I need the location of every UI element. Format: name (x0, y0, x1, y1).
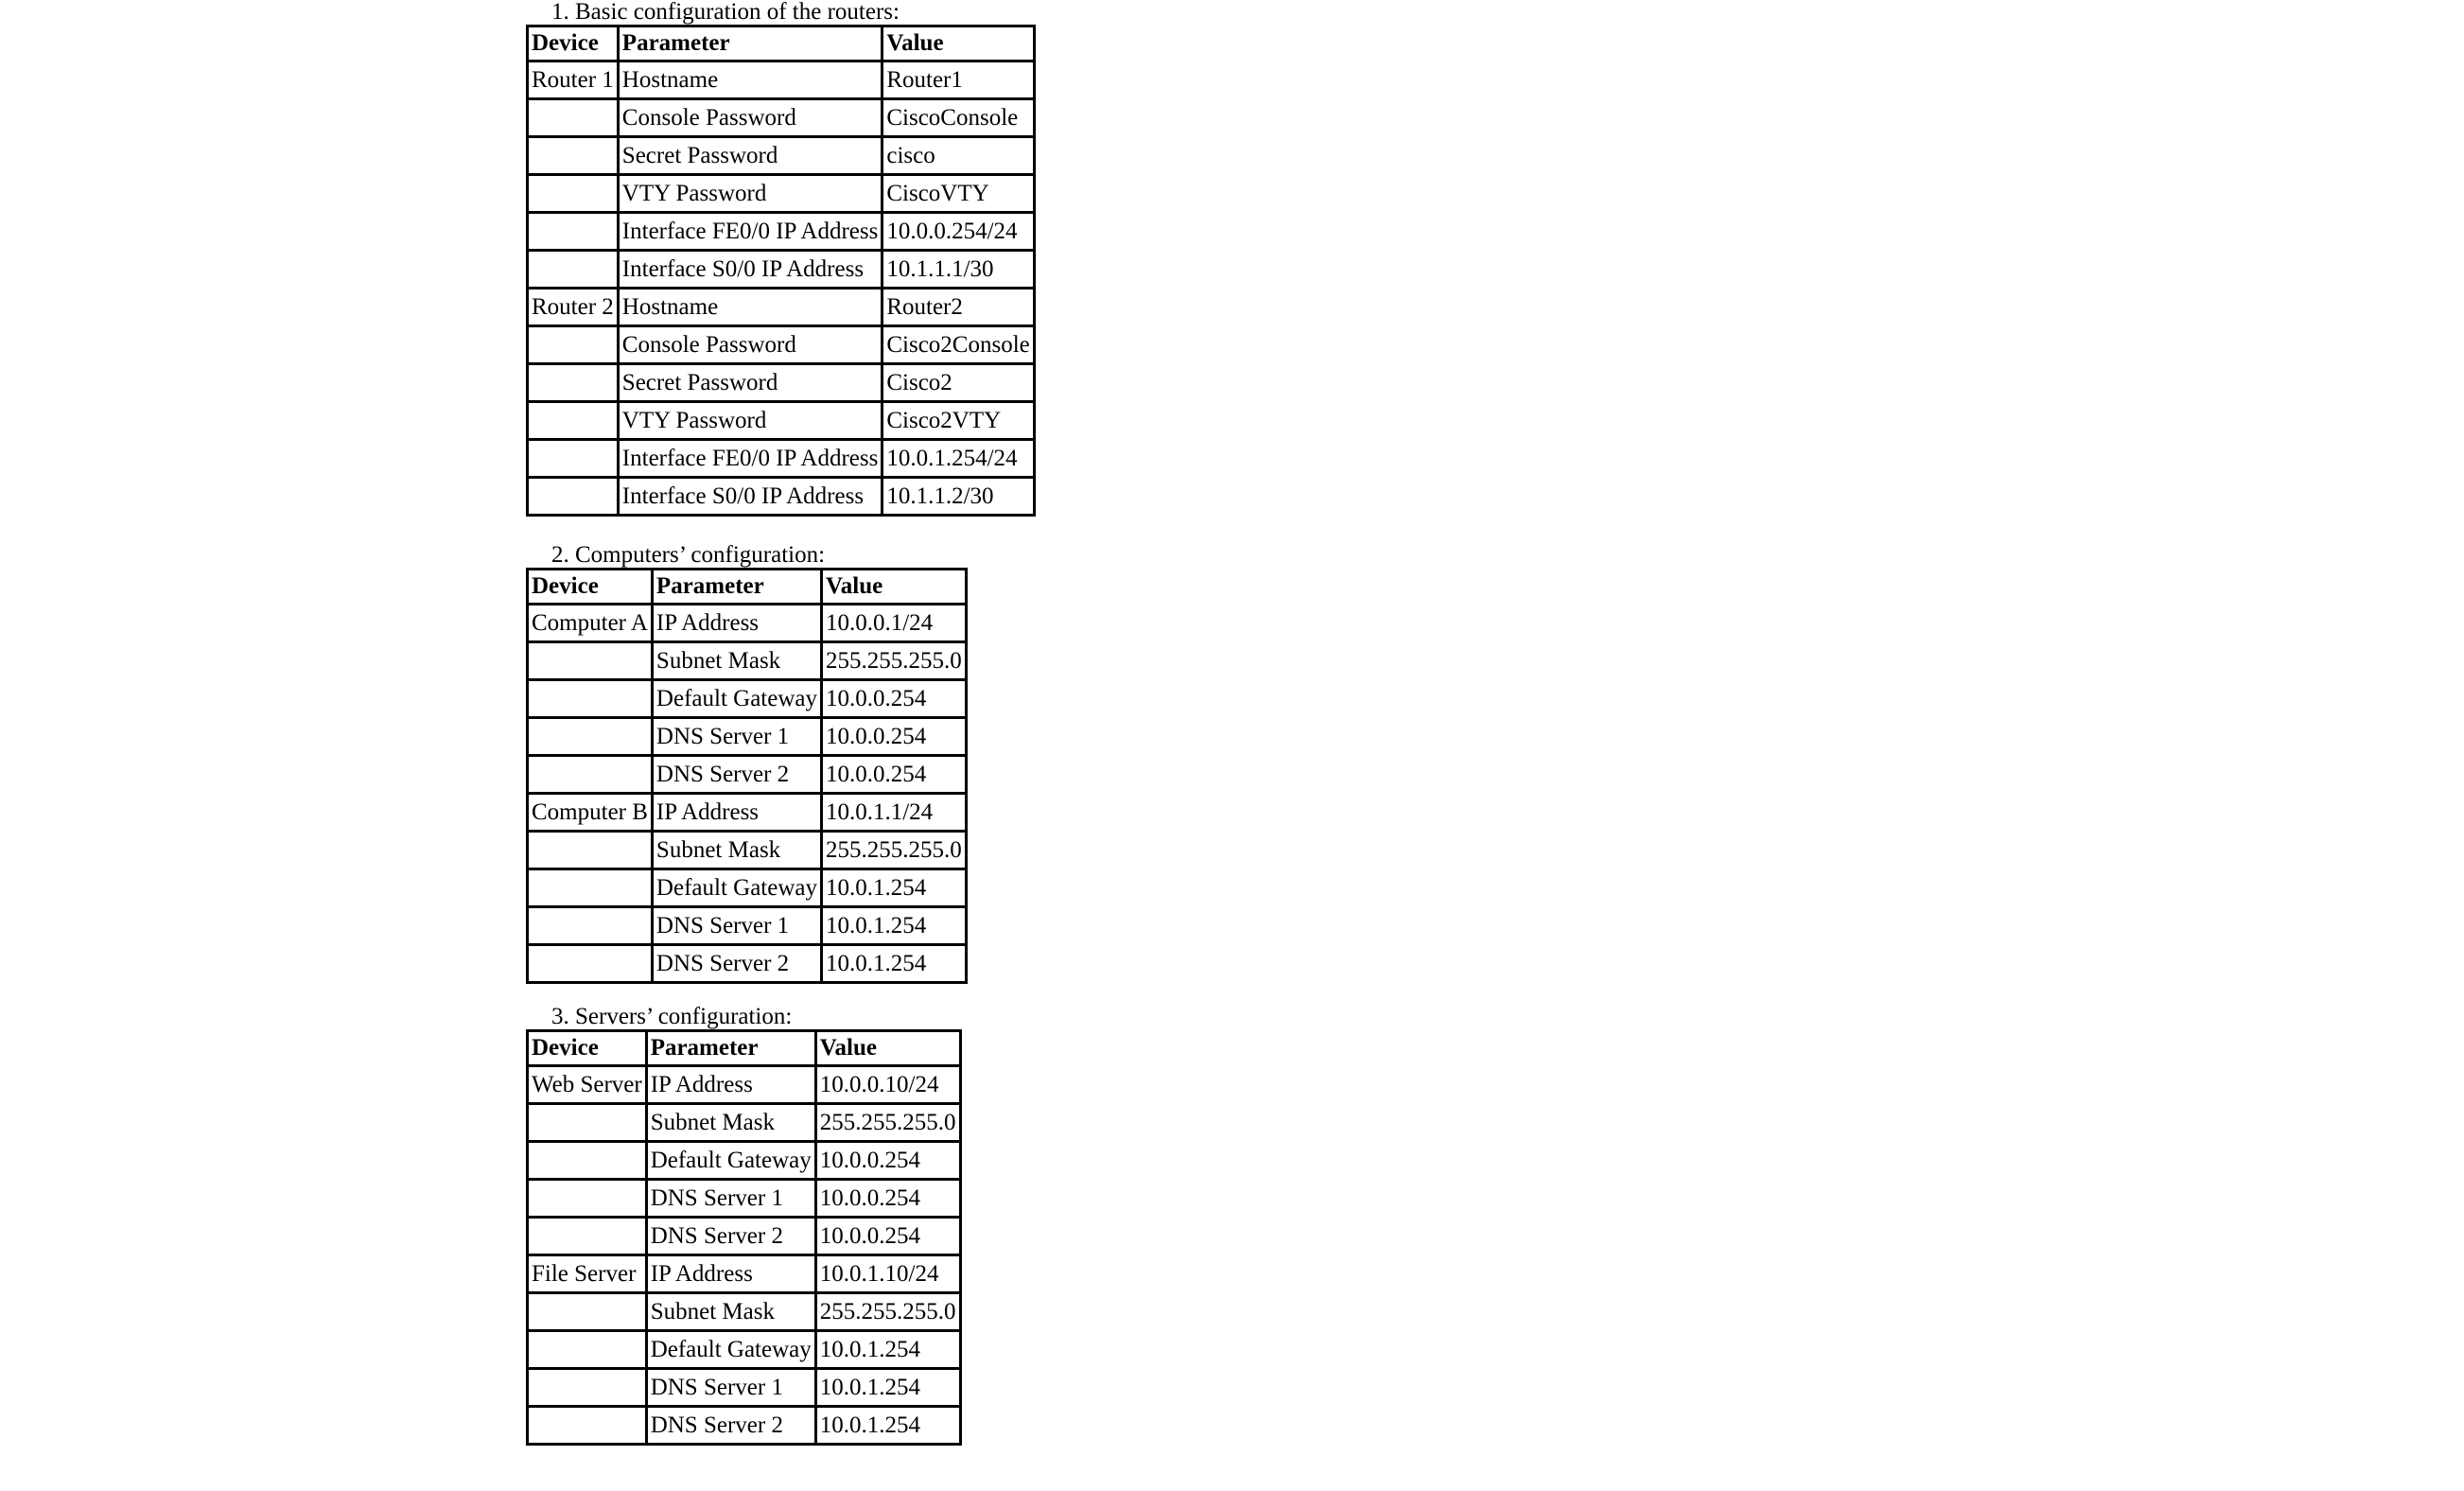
parameter-cell: Secret Password (618, 364, 882, 402)
value-cell: 10.0.1.254 (821, 869, 966, 907)
device-cell (528, 1369, 647, 1407)
device-cell (528, 326, 619, 364)
device-cell (528, 1142, 647, 1180)
table-row (528, 680, 967, 718)
table-row (528, 251, 1035, 289)
device-cell (528, 642, 653, 680)
value-cell: 255.255.255.0 (815, 1104, 960, 1142)
table-row (528, 832, 967, 869)
table-row (528, 175, 1035, 213)
value-cell: 10.0.1.254/24 (882, 440, 1034, 478)
table-row (528, 907, 967, 945)
device-cell (528, 99, 619, 137)
device-cell: Computer B (528, 794, 653, 832)
table-row (528, 1180, 961, 1218)
server-config-section (526, 1005, 962, 1446)
value-cell: 10.0.0.254 (821, 718, 966, 756)
value-cell: Cisco2Console (882, 326, 1034, 364)
value-cell: 10.0.1.254 (815, 1369, 960, 1407)
device-cell (528, 478, 619, 516)
parameter-cell: Interface FE0/0 IP Address (618, 440, 882, 478)
device-cell (528, 869, 653, 907)
value-cell: 10.0.1.254 (821, 945, 966, 983)
device-cell (528, 907, 653, 945)
value-cell: 255.255.255.0 (815, 1293, 960, 1331)
table-row (528, 1255, 961, 1293)
computer-config-section (526, 543, 968, 984)
table-row (528, 137, 1035, 175)
value-cell: 10.0.0.254 (821, 756, 966, 794)
value-cell: 10.0.1.254 (815, 1407, 960, 1445)
value-cell: CiscoVTY (882, 175, 1034, 213)
value-cell: 10.0.1.254 (815, 1331, 960, 1369)
table-row (528, 1066, 961, 1104)
parameter-cell: DNS Server 1 (652, 718, 821, 756)
device-column-header: Device (528, 570, 653, 605)
device-cell: Router 2 (528, 289, 619, 326)
device-cell (528, 251, 619, 289)
table-row (528, 326, 1035, 364)
table-row (528, 605, 967, 642)
parameter-cell: Hostname (618, 61, 882, 99)
table-row (528, 1104, 961, 1142)
router-config-title: 1. Basic configuration of the routers: (551, 0, 900, 25)
parameter-cell: Subnet Mask (646, 1293, 815, 1331)
parameter-cell: Interface S0/0 IP Address (618, 478, 882, 516)
device-cell (528, 213, 619, 251)
device-cell: Web Server (528, 1066, 647, 1104)
value-cell: cisco (882, 137, 1034, 175)
device-cell (528, 832, 653, 869)
value-cell: 10.0.0.254 (815, 1142, 960, 1180)
value-cell: 10.0.0.254 (815, 1180, 960, 1218)
device-cell (528, 1407, 647, 1445)
value-column-header: Value (815, 1031, 960, 1066)
parameter-cell: Default Gateway (646, 1142, 815, 1180)
device-cell (528, 175, 619, 213)
device-column-header: Device (528, 26, 619, 61)
parameter-column-header: Parameter (646, 1031, 815, 1066)
device-cell (528, 1218, 647, 1255)
table-row (528, 869, 967, 907)
value-column-header: Value (821, 570, 966, 605)
value-column-header: Value (882, 26, 1034, 61)
value-cell: 10.0.1.1/24 (821, 794, 966, 832)
server-config-table (526, 1029, 962, 1446)
value-cell: Cisco2 (882, 364, 1034, 402)
value-cell: CiscoConsole (882, 99, 1034, 137)
computer-config-table (526, 568, 968, 984)
parameter-cell: Interface FE0/0 IP Address (618, 213, 882, 251)
table-row (528, 478, 1035, 516)
device-cell (528, 718, 653, 756)
device-cell (528, 440, 619, 478)
device-cell (528, 1293, 647, 1331)
table-row (528, 756, 967, 794)
value-cell: 10.1.1.1/30 (882, 251, 1034, 289)
device-cell (528, 945, 653, 983)
parameter-cell: Console Password (618, 99, 882, 137)
parameter-cell: Hostname (618, 289, 882, 326)
table-row (528, 440, 1035, 478)
device-cell (528, 1180, 647, 1218)
parameter-column-header: Parameter (652, 570, 821, 605)
parameter-cell: DNS Server 1 (646, 1369, 815, 1407)
parameter-cell: DNS Server 2 (652, 945, 821, 983)
parameter-cell: IP Address (646, 1066, 815, 1104)
value-cell: 10.0.0.10/24 (815, 1066, 960, 1104)
parameter-cell: VTY Password (618, 175, 882, 213)
parameter-cell: IP Address (652, 794, 821, 832)
value-cell: 10.1.1.2/30 (882, 478, 1034, 516)
table-row (528, 1142, 961, 1180)
router-config-table (526, 25, 1036, 517)
table-row (528, 945, 967, 983)
table-row (528, 99, 1035, 137)
parameter-column-header: Parameter (618, 26, 882, 61)
device-cell: Computer A (528, 605, 653, 642)
device-cell (528, 1331, 647, 1369)
parameter-cell: Default Gateway (652, 869, 821, 907)
table-row (528, 1331, 961, 1369)
value-cell: Router1 (882, 61, 1034, 99)
value-cell: 10.0.1.254 (821, 907, 966, 945)
value-cell: Router2 (882, 289, 1034, 326)
device-cell: Router 1 (528, 61, 619, 99)
table-row (528, 402, 1035, 440)
computer-config-title: 2. Computers’ configuration: (551, 542, 826, 568)
device-cell (528, 1104, 647, 1142)
parameter-cell: Default Gateway (646, 1331, 815, 1369)
device-cell: File Server (528, 1255, 647, 1293)
table-header-row (528, 1031, 961, 1066)
table-row (528, 1293, 961, 1331)
parameter-cell: DNS Server 2 (652, 756, 821, 794)
parameter-cell: IP Address (646, 1255, 815, 1293)
server-config-title: 3. Servers’ configuration: (551, 1004, 793, 1029)
parameter-cell: Console Password (618, 326, 882, 364)
value-cell: 10.0.0.1/24 (821, 605, 966, 642)
parameter-cell: Secret Password (618, 137, 882, 175)
value-cell: 255.255.255.0 (821, 832, 966, 869)
parameter-cell: Default Gateway (652, 680, 821, 718)
value-cell: 255.255.255.0 (821, 642, 966, 680)
parameter-cell: DNS Server 2 (646, 1407, 815, 1445)
router-config-section (526, 0, 1036, 517)
table-row (528, 364, 1035, 402)
parameter-cell: Subnet Mask (646, 1104, 815, 1142)
parameter-cell: DNS Server 1 (646, 1180, 815, 1218)
table-header-row (528, 570, 967, 605)
parameter-cell: DNS Server 2 (646, 1218, 815, 1255)
device-cell (528, 364, 619, 402)
table-row (528, 289, 1035, 326)
device-cell (528, 680, 653, 718)
value-cell: 10.0.0.254 (821, 680, 966, 718)
value-cell: 10.0.1.10/24 (815, 1255, 960, 1293)
table-row (528, 794, 967, 832)
device-cell (528, 402, 619, 440)
parameter-cell: IP Address (652, 605, 821, 642)
table-row (528, 642, 967, 680)
device-cell (528, 756, 653, 794)
table-row (528, 718, 967, 756)
table-row (528, 1218, 961, 1255)
table-row (528, 1407, 961, 1445)
value-cell: 10.0.0.254/24 (882, 213, 1034, 251)
parameter-cell: Interface S0/0 IP Address (618, 251, 882, 289)
device-cell (528, 137, 619, 175)
table-row (528, 1369, 961, 1407)
parameter-cell: DNS Server 1 (652, 907, 821, 945)
value-cell: 10.0.0.254 (815, 1218, 960, 1255)
device-column-header: Device (528, 1031, 647, 1066)
table-header-row (528, 26, 1035, 61)
parameter-cell: VTY Password (618, 402, 882, 440)
table-row (528, 61, 1035, 99)
table-row (528, 213, 1035, 251)
value-cell: Cisco2VTY (882, 402, 1034, 440)
parameter-cell: Subnet Mask (652, 642, 821, 680)
parameter-cell: Subnet Mask (652, 832, 821, 869)
